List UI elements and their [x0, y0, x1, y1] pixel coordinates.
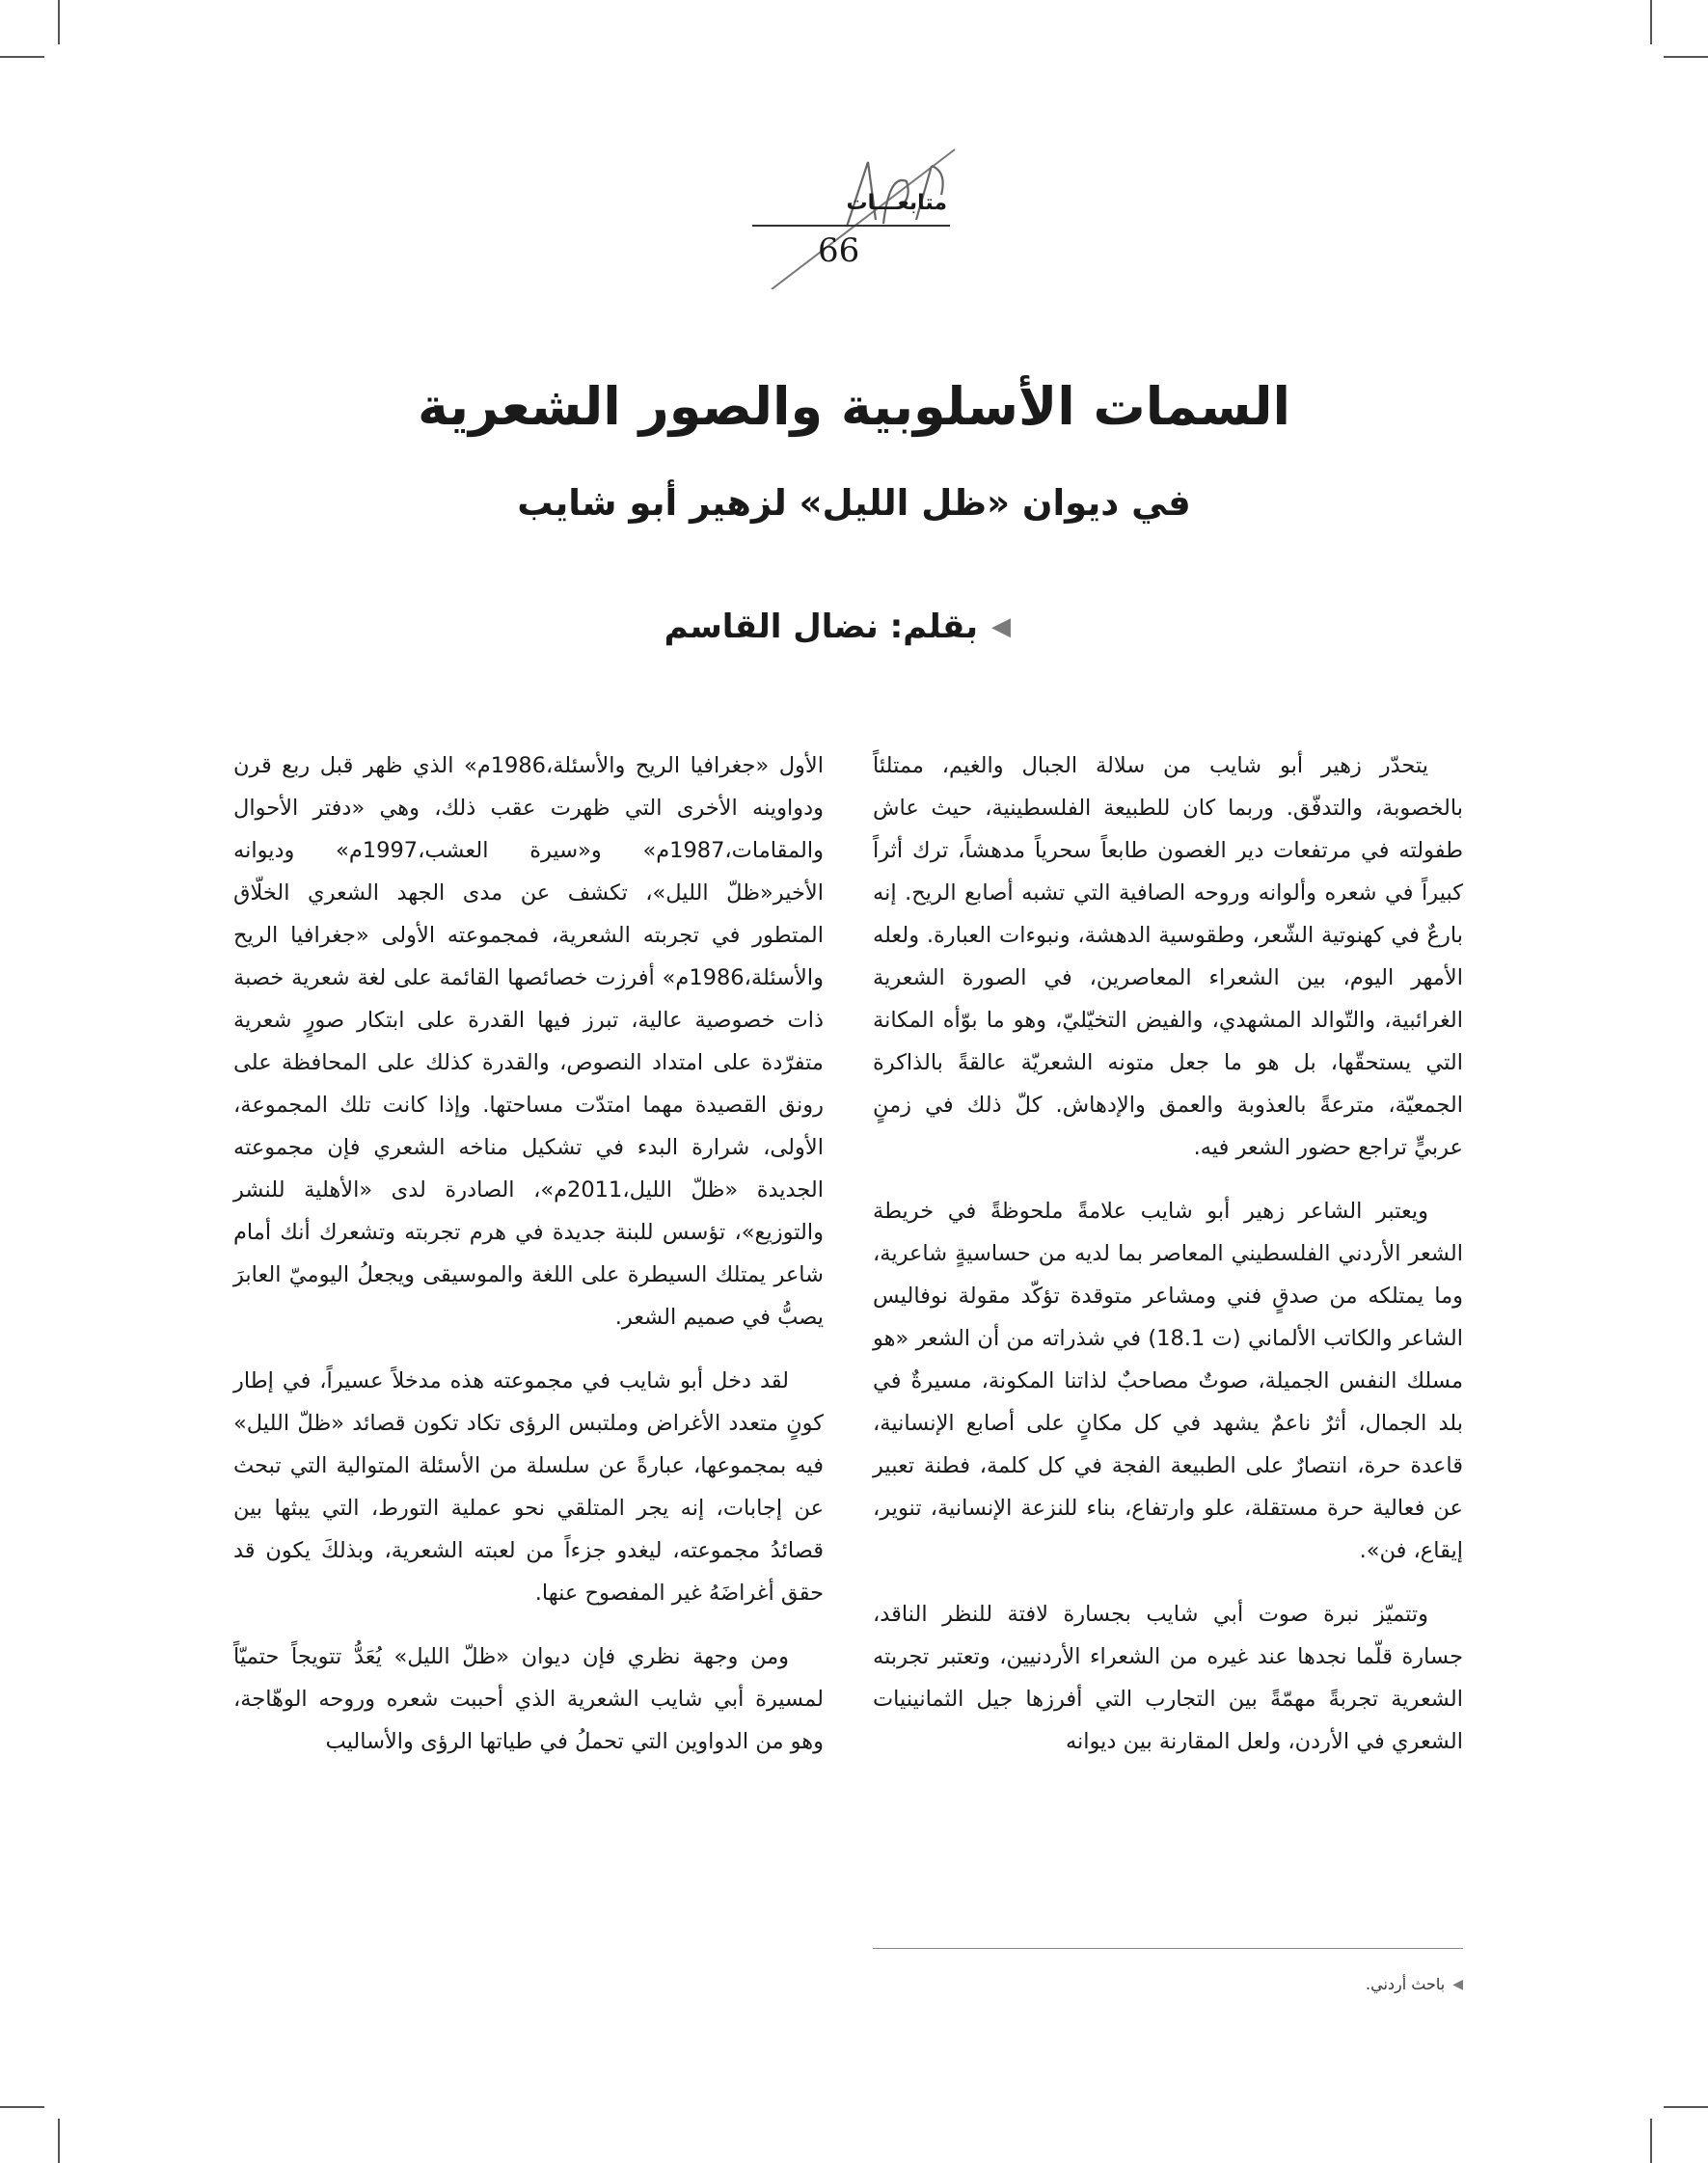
- footnote-text: باحث أردني.: [1366, 1975, 1446, 1993]
- crop-mark: [1650, 2119, 1652, 2163]
- column-right: [873, 744, 1463, 1784]
- paragraph: لقد دخل أبو شايب في مجموعته هذه مدخلاً عسيراً، في إطار كونٍ متعدد الأغراض وملتبس الرؤى تكاد تكون قصائد «ظلّ الليل» فيه بمجموعها، عبارةً عن سلسلة من الأسئلة المتوالية التي تبحث عن إجابات، إنه يجر المتلقي نحو عملية التورط، التي يبثها بين قصائدُ مجموعته، ليغدو جزءاً من لعبته الشعرية، وبذلكَ يكون قد حقق أغراضَهُ غير المفصوح عنها.: [233, 1368, 824, 1606]
- running-header: [714, 145, 1032, 289]
- crop-mark: [0, 2106, 44, 2108]
- paragraph: وتتميّز نبرة صوت أبي شايب بجسارة لافتة للنظر الناقد، جسارة قلّما نجدها عند غيره من الشعراء الأردنيين، وتعتبر تجربته الشعرية تجربةً مهمّةً بين التجارب التي أفرزها جيل الثمانينيات الشعري في الأردن، ولعل المقارنة بين ديوانه: [873, 1602, 1463, 1754]
- crop-mark: [1650, 0, 1652, 44]
- triangle-bullet-icon: ◀: [991, 612, 1011, 641]
- article-subtitle: في ديوان «ظل الليل» لزهير أبو شايب: [517, 482, 1191, 524]
- author-name: بقلم: نضال القاسم: [664, 608, 978, 646]
- paragraph: ومن وجهة نظري فإن ديوان «ظلّ الليل» يُعَدُّ تتويجاً حتميّاً لمسيرة أبي شايب الشعرية الذي أحببت شعره وروحه الوهّاجة، وهو من الدواوين التي تحملُ في طياتها الرؤى والأساليب: [233, 1644, 824, 1754]
- crop-mark: [1664, 56, 1708, 58]
- paragraph: الأول «جغرافيا الريح والأسئلة،1986م» الذي ظهر قبل ربع قرن ودواوينه الأخرى التي ظهرت عقب ذلك، وهي «دفتر الأحوال والمقامات،1987م» و«سيرة العشب،1997م» وديوانه الأخير«ظلّ الليل»، تكشف عن مدى الجهد الشعري الخلّاق المتطور في تجربته الشعرية، فمجموعته الأولى «جغرافيا الريح والأسئلة،1986م» أفرزت خصائصها القائمة على لغة شعرية خصبة ذات خصوصية عالية، تبرز فيها القدرة على ابتكار صورٍ شعرية متفرّدة على امتداد النصوص، والقدرة كذلك على المحافظة على رونق القصيدة مهما امتدّت مساحتها. وإذا كانت تلك المجموعة، الأولى، شرارة البدء في تشكيل مناخه الشعري فإن مجموعته الجديدة «ظلّ الليل،2011م»، الصادرة لدى «الأهلية للنشر والتوزيع»، تؤسس للبنة جديدة في هرم تجربته وتشعرك أنك أمام شاعر يمتلك السيطرة على اللغة والموسيقى ويجعلُ اليوميّ العابرَ يصبُّ في صميم الشعر.: [233, 753, 825, 1330]
- crop-mark: [1664, 2106, 1708, 2108]
- article-title: السمات الأسلوبية والصور الشعرية: [417, 376, 1290, 437]
- paragraph: ويعتبر الشاعر زهير أبو شايب علامةً ملحوظةً في خريطة الشعر الأردني الفلسطيني المعاصر بما لديه من حساسيةٍ شاعرية، وما يمتلكه من صدقٍ فني ومشاعر متوقدة تؤكّد مقولة نوفاليس الشاعر والكاتب الألماني (ت 18.1) في شذراته من أن الشعر «هو مسلك النفس الجميلة، صوتٌ مصاحبٌ لذاتنا المكونة، مسيرةٌ في بلد الجمال، أثرٌ ناعمٌ يشهد في كل مكانٍ على أصابع الإنسانية، قاعدة حرة، انتصارٌ على الطبيعة الفجة في كل كلمة، فطنة تعبير عن فعالية حرة مستقلة، علو وارتفاع، بناء للنزعة الإنسانية، تنوير، إيقاع، فن».: [873, 1199, 1464, 1563]
- section-label: متابعـــات: [846, 191, 947, 215]
- crop-mark: [58, 0, 60, 44]
- byline: [664, 608, 1011, 646]
- footnote-divider: [873, 1948, 1463, 1949]
- footnote: [1366, 1975, 1463, 1993]
- page-number: 66: [818, 231, 860, 270]
- crop-mark: [0, 56, 44, 58]
- column-left: [233, 744, 824, 1784]
- magazine-logo: [714, 145, 1032, 289]
- paragraph: يتحدّر زهير أبو شايب من سلالة الجبال والغيم، ممتلئاً بالخصوبة، والتدفّق. وربما كان للطبيعة الفلسطينية، حيث عاش طفولته في مرتفعات دير الغصون طابعاً سحرياً مدهشاً، ترك أثراً كبيراً في شعره وألوانه وروحه الصافية التي تشبه أصابع الريح. إنه بارعٌ في كهنوتية الشّعر، وطقوسية الدهشة، ونبوءات العبارة. ولعله الأمهر اليوم، بين الشعراء المعاصرين، في الصورة الشعرية الغرائبية، والتّوالد المشهدي، والفيض التخيّليّ، وهو ما بوّأه المكانة التي يستحقّها، بل هو ما جعل متونه الشعريّة عالقةً بالذاكرة الجمعيّة، مترعةً بالعذوبة والعمق والإدهاش. كلّ ذلك في زمنٍ عربيٍّ تراجع حضور الشعر فيه.: [873, 753, 1463, 1160]
- crop-mark: [58, 2119, 60, 2163]
- triangle-bullet-icon: ◀: [1452, 1976, 1463, 1992]
